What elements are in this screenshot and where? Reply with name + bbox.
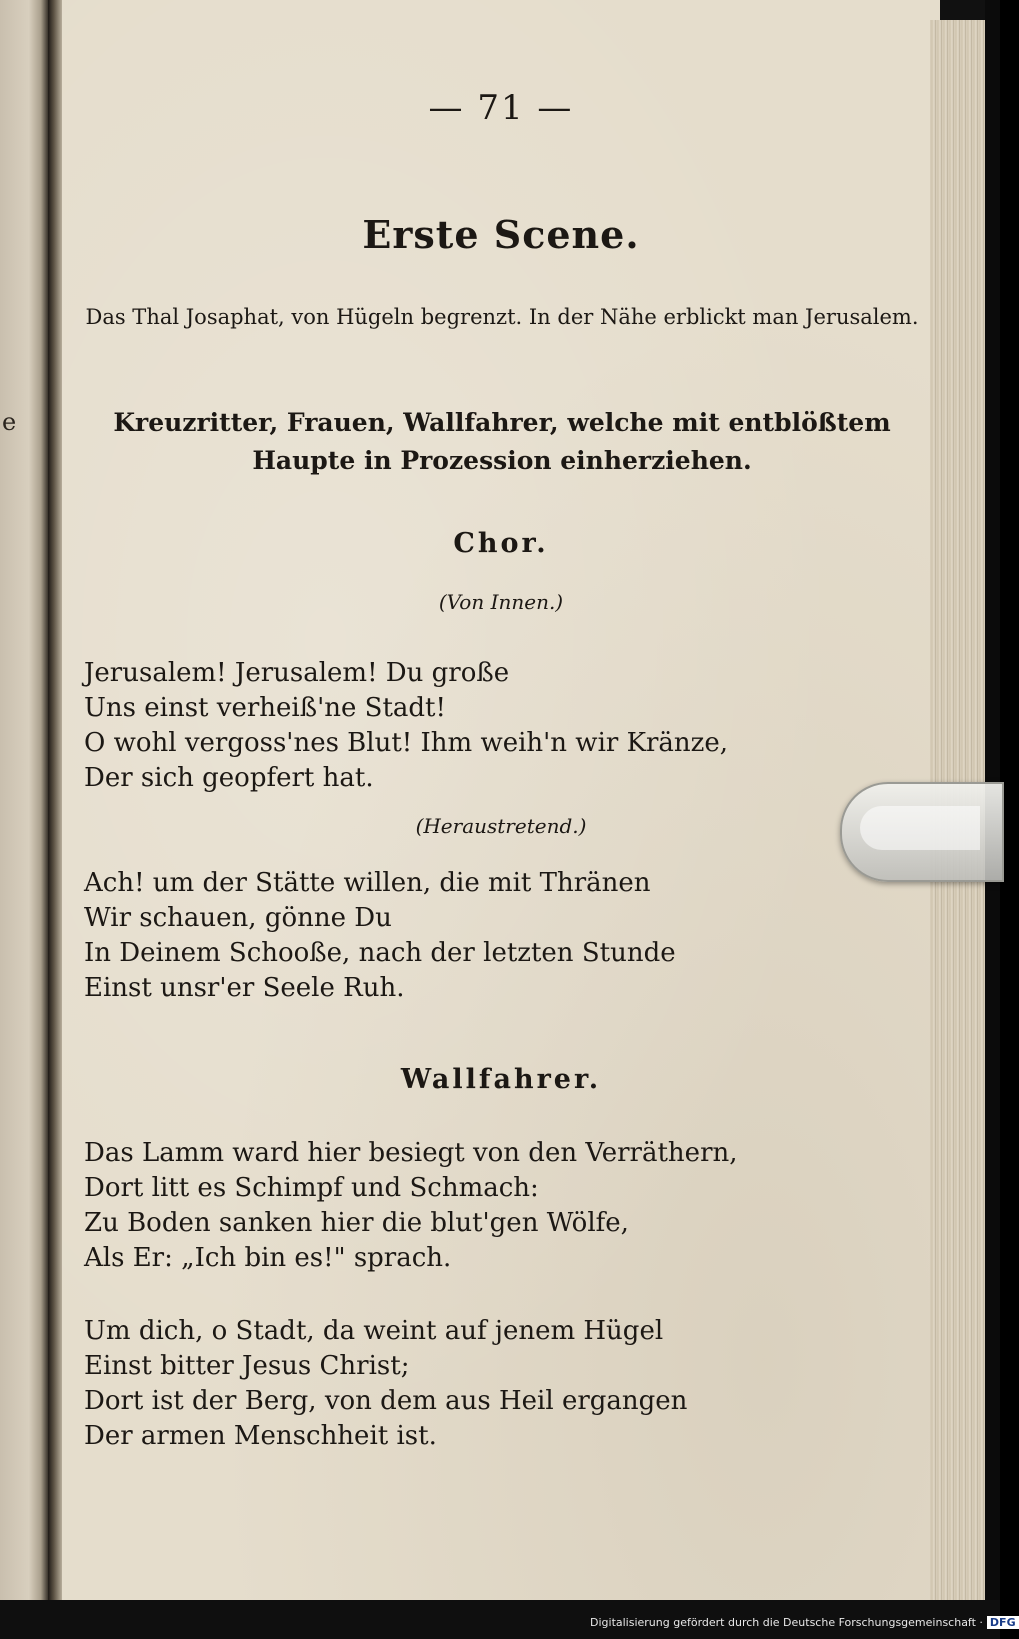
- book-gutter: [48, 0, 62, 1639]
- stage-direction-von-innen: (Von Innen.): [438, 590, 564, 614]
- verse-line: Einst bitter Jesus Christ;: [84, 1351, 410, 1381]
- dfg-logo-icon: DFG: [987, 1616, 1019, 1629]
- setting-direction: Das Thal Josaphat, von Hügeln begrenzt. In der Nähe erblickt man Jerusalem.: [85, 305, 919, 329]
- stage-direction-heraustretend: (Heraustretend.): [415, 814, 587, 838]
- verse-line: Der sich geopfert hat.: [84, 763, 374, 793]
- verse-line: Dort ist der Berg, von dem aus Heil ergangen: [84, 1386, 688, 1416]
- verse-line: Als Er: „Ich bin es!" sprach.: [84, 1243, 452, 1273]
- page: [62, 0, 940, 1600]
- verse-chor-2: [84, 866, 676, 1006]
- speaker-chor: Chor.: [453, 528, 549, 559]
- verse-line: O wohl vergoss'nes Blut! Ihm weih'n wir Kränze,: [84, 728, 729, 758]
- characters-direction: Kreuzritter, Frauen, Wallfahrer, welche mit entblößtem Haupte in Prozession einherziehen.: [113, 408, 891, 475]
- footer-text: Digitalisierung gefördert durch die Deutsche Forschungsgemeinschaft ·: [590, 1616, 983, 1629]
- page-clip: [840, 782, 1004, 882]
- verse-line: Ach! um der Stätte willen, die mit Thränen: [84, 868, 651, 898]
- verse-line: Jerusalem! Jerusalem! Du große: [84, 658, 510, 688]
- verse-line: Dort litt es Schimpf und Schmach:: [84, 1173, 539, 1203]
- verse-wallfahrer-1: [84, 1136, 738, 1276]
- scene-title: Erste Scene.: [362, 212, 640, 257]
- verse-line: Wir schauen, gönne Du: [84, 903, 392, 933]
- verse-wallfahrer-2: [84, 1314, 687, 1454]
- verse-line: Der armen Menschheit ist.: [84, 1421, 437, 1451]
- verse-line: In Deinem Schooße, nach der letzten Stunde: [84, 938, 676, 968]
- verse-line: Um dich, o Stadt, da weint auf jenem Hügel: [84, 1316, 664, 1346]
- page-number: — 71 —: [428, 88, 574, 128]
- previous-page-letter: e: [2, 408, 17, 436]
- verse-line: Das Lamm ward hier besiegt von den Verräthern,: [84, 1138, 738, 1168]
- verse-chor-1: [84, 656, 728, 796]
- speaker-wallfahrer: Wallfahrer.: [400, 1064, 602, 1095]
- clip-highlight: [860, 806, 980, 850]
- verse-line: Uns einst verheiß'ne Stadt!: [84, 693, 446, 723]
- verse-line: Einst unsr'er Seele Ruh.: [84, 973, 405, 1003]
- verse-line: Zu Boden sanken hier die blut'gen Wölfe,: [84, 1208, 629, 1238]
- footer-credit: [590, 1616, 1019, 1629]
- previous-page-edge: [0, 0, 48, 1639]
